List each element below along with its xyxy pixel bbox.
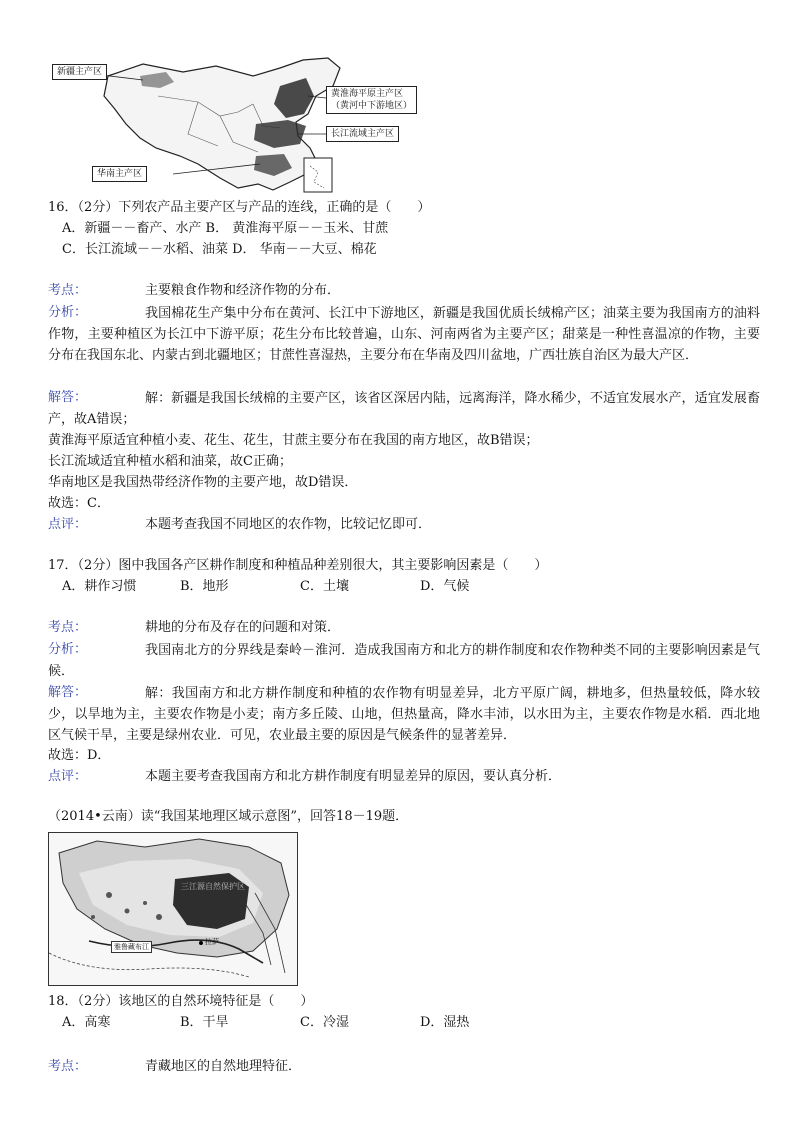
q17-jieda-p2: 故选：D． (48, 748, 111, 763)
q18-option-b: B．干旱 (180, 1015, 229, 1030)
map-label-huanghuai-line2: （黄河中下游地区） (331, 101, 413, 111)
q17-kaodian-label: 考点： (48, 620, 88, 635)
q16-jieda-label: 解答： (48, 390, 88, 405)
q16-kaodian: 主要粮食作物和经济作物的分布． (145, 283, 341, 298)
q16-jieda-p1: 解：新疆是我国长绒棉的主要产区，该省区深居内陆，远离海洋，降水稀少，不适宜发展水产，适宜发展畜产，故A错误； (48, 391, 760, 427)
map-label-yaluzangbu: 雅鲁藏布江 (111, 941, 152, 953)
q17-option-d: D．气候 (420, 579, 470, 594)
china-agriculture-map (48, 56, 438, 198)
q18-kaodian: 青藏地区的自然地理特征． (145, 1059, 302, 1074)
q18-option-a: A．高寒 (62, 1015, 111, 1030)
q17-fenxi-label: 分析： (48, 642, 88, 657)
q16-jieda-p5: 故选：C． (48, 496, 110, 511)
map-label-lasa: 拉萨 (205, 938, 219, 946)
q17-jieda-p1: 解：我国南方和北方耕作制度和种植的农作物有明显差异，北方平原广阔，耕地多，但热量较低，降水较少，以旱地为主，主要农作物是小麦；南方多丘陵、山地，但热量高，降水丰沛，以水田为主，主要农作物是水稻．西北地区气候干旱，主要是绿州农业．可见，农业最主要的原因是气候条件的显著差异． (48, 686, 760, 743)
lasa-dot (199, 941, 203, 945)
q17-jieda-label: 解答： (48, 685, 88, 700)
q17-option-b: B．地形 (180, 579, 229, 594)
q16-options-line1: A．新疆－－畜产、水产 B． 黄淮海平原－－玉米、甘蔗 (62, 221, 389, 236)
q17-stem: 17．（2分）图中我国各产区耕作制度和种植品种差别很大，其主要影响因素是（ ） (48, 558, 548, 573)
map-label-sanjiangyuan: 三江源自然保护区 (181, 882, 245, 891)
q18-kaodian-label: 考点： (48, 1059, 88, 1074)
q16-fenxi-label: 分析： (48, 305, 88, 320)
intro-18-19: （2014•云南）读“我国某地理区域示意图”，回答18－19题． (48, 809, 409, 824)
map-label-xinjiang: 新疆主产区 (52, 64, 107, 80)
q18-option-d: D．湿热 (420, 1015, 470, 1030)
map-label-huanghuai-line1: 黄淮海平原主产区 (331, 89, 404, 99)
qinghai-tibet-map (48, 832, 298, 986)
q17-fenxi: 我国南北方的分界线是秦岭－淮河．造成我国南方和北方的耕作制度和农作物种类不同的主要影响因素是气候． (48, 643, 760, 679)
q16-jieda-p3: 长江流域适宜种植水稻和油菜，故C正确； (48, 454, 292, 469)
q16-fenxi: 我国棉花生产集中分布在黄河、长江中下游地区，新疆是我国优质长绒棉产区；油菜主要为我国南方的油料作物，主要种植区为长江中下游平原；花生分布比较普遍，山东、河南两省为主要产区；甜菜是一种性喜温凉的作物，主要分布在我国东北、内蒙古到北疆地区；甘蔗性喜湿热，主要分布在华南及四川盆地，广西壮族自治区为最大产区． (48, 306, 760, 363)
q16-dianping: 本题考查我国不同地区的农作物，比较记忆即可． (145, 517, 432, 532)
south-sea-inset (304, 158, 332, 192)
tibet-map-svg (49, 833, 297, 985)
q17-dianping-label: 点评： (48, 769, 88, 784)
map-label-huanghuai (326, 86, 417, 114)
map-label-changjiang: 长江流域主产区 (326, 126, 399, 142)
q17-dianping: 本题主要考查我国南方和北方耕作制度有明显差异的原因，要认真分析． (145, 769, 562, 784)
q17-kaodian: 耕地的分布及存在的问题和对策． (145, 620, 341, 635)
q16-jieda-p4: 华南地区是我国热带经济作物的主要产地，故D错误． (48, 475, 358, 490)
map-label-huanan: 华南主产区 (92, 166, 147, 182)
q16-jieda-p2: 黄淮海平原适宜种植小麦、花生、花生，甘蔗主要分布在我国的南方地区，故B错误； (48, 433, 539, 448)
q17-option-c: C．土壤 (300, 579, 349, 594)
q16-stem: 16．（2分）下列农产品主要产区与产品的连线，正确的是（ ） (48, 200, 431, 215)
q18-option-c: C．冷湿 (300, 1015, 349, 1030)
q16-dianping-label: 点评： (48, 517, 88, 532)
q18-stem: 18．（2分）该地区的自然环境特征是（ ） (48, 994, 314, 1009)
q16-options-line2: C．长江流域－－水稻、油菜 D． 华南－－大豆、棉花 (62, 242, 377, 257)
q17-option-a: A．耕作习惯 (62, 579, 137, 594)
q16-kaodian-label: 考点： (48, 283, 88, 298)
